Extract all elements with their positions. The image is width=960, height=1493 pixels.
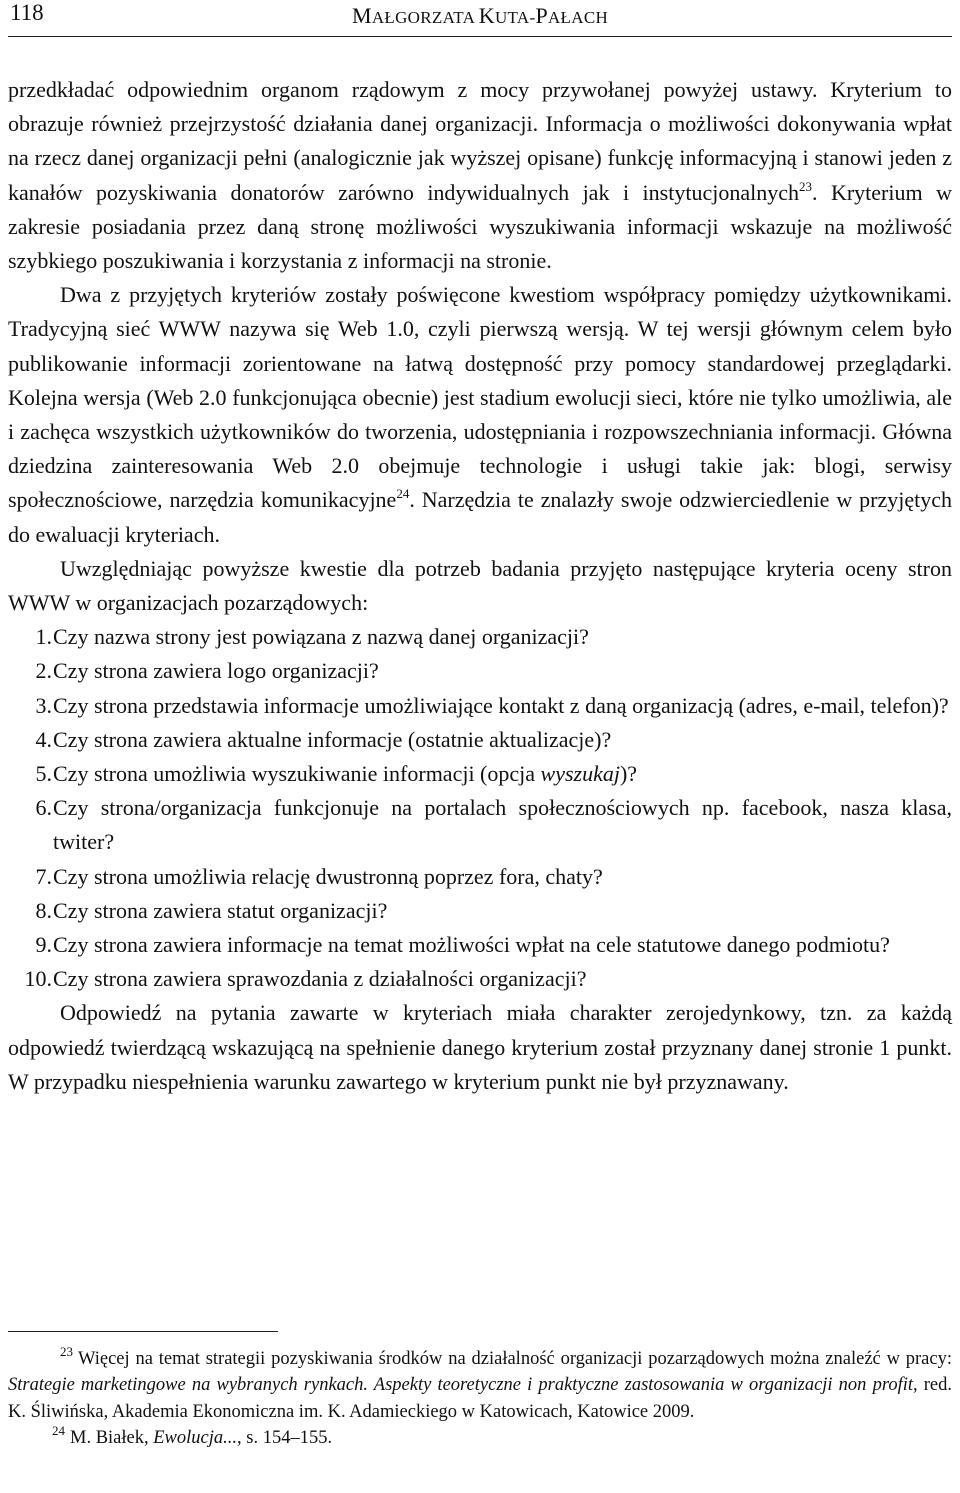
footnotes	[8, 1346, 952, 1451]
main-text	[8, 73, 952, 1099]
list-item: 2. Czy strona zawiera logo organizacji?	[35, 658, 379, 684]
list-item: 6. Czy strona/organizacja funkcjonuje na portalach społecznościowych np. facebook, nasza klasa, twiter?	[35, 795, 952, 855]
list-item: 10. Czy strona zawiera sprawozdania z działalności organizacji?	[24, 966, 587, 992]
footnote-23: $^{23}$ Więcej na temat strategii pozyskiwania środków na działalność organizacji pozarządowych można znaleźć w pracy: Strategie marketingowe na wybranych rynkach. Aspekty teoretyczne i praktyczne zastosowania w organizacji non profit, red. K. Śliwińska, Akademia Ekonomiczna im. K. Adamieckiego w Katowicach, Katowice 2009.	[8, 1344, 953, 1422]
footnote-ref-23[interactable]: 23	[798, 178, 812, 194]
running-header	[8, 0, 952, 37]
paragraph-3: Uwzględniając powyższe kwestie dla potrzeb badania przyjęto następujące kryteria oceny stron WWW w organizacjach pozarządowych:	[8, 555, 952, 616]
paragraph-4: Odpowiedź na pytania zawarte w kryteriach miała charakter zerojedynkowy, tzn. za każdą odpowiedź twierdzącą wskazującą na spełnienie danego kryterium został przyznany danej stronie 1 punkt. W przypadku niespełnienia warunku zawartego w kryterium punkt nie był przyznawany.	[8, 1000, 952, 1094]
paragraph-1: przedkładać odpowiednim organom rządowym z mocy przywołanej powyżej ustawy. Kryterium to obrazuje również przejrzystość działania danej organizacji. Informacja o możliwości dokonywania wpłat na rzecz danej organizacji pełni (analogicznie jak wyższej opisane) funkcję informacyjną i stanowi jeden z kanałów pozyskiwania donatorów zarówno indywidualnych jak i instytucjonalnych$^{23}$. Kryterium w zakresie posiadania przez daną stronę możliwości wyszukiwania informacji wskazuje na możliwość szybkiego poszukiwania i korzystania z informacji na stronie.	[8, 77, 952, 274]
footnote-ref-24[interactable]: 24	[396, 486, 410, 502]
list-item: 9. Czy strona zawiera informacje na temat możliwości wpłat na cele statutowe danego podmiotu?	[35, 932, 890, 958]
list-item: 3. Czy strona przedstawia informacje umożliwiające kontakt z daną organizacją (adres, e-mail, telefon)?	[35, 692, 949, 718]
list-item: 5. Czy strona umożliwia wyszukiwanie informacji (opcja wyszukaj)?	[35, 761, 638, 787]
criteria-list	[8, 620, 952, 996]
list-item: 4. Czy strona zawiera aktualne informacje (ostatnie aktualizacje)?	[35, 726, 612, 752]
paragraph-2: Dwa z przyjętych kryteriów zostały poświęcone kwestiom współpracy pomiędzy użytkownikami. Tradycyjną sieć WWW nazywa się Web 1.0, czyli pierwszą wersją. W tej wersji głównym celem było publikowanie informacji zorientowane na łatwą dostępność przy pomocy standardowej przeglądarki. Kolejna wersja (Web 2.0 funkcjonująca obecnie) jest stadium ewolucji sieci, które nie tylko umożliwia, ale i zachęca wszystkich użytkowników do tworzenia, udostępniania i rozpowszechniania informacji. Główna dziedzina zainteresowania Web 2.0 obejmuje technologie i usługi takie jak: blogi, serwisy społecznościowe, narzędzia komunikacyjne$^{24}$. Narzędzia te znalazły swoje odzwierciedlenie w przyjętych do ewaluacji kryteriach.	[8, 282, 952, 547]
footnote-divider	[8, 1331, 278, 1332]
footnote-24: $^{24}$ M. Białek, Ewolucja..., s. 154–155.	[52, 1422, 333, 1448]
page-number: 118	[10, 0, 44, 25]
running-head-author: MAŁGORZATA KUTA-PAŁACH	[351, 3, 609, 28]
list-item: 1. Czy nazwa strony jest powiązana z nazwą danej organizacji?	[35, 624, 589, 650]
list-item: 7. Czy strona umożliwia relację dwustronną poprzez fora, chaty?	[35, 863, 603, 889]
list-item: 8. Czy strona zawiera statut organizacji?	[35, 897, 388, 923]
